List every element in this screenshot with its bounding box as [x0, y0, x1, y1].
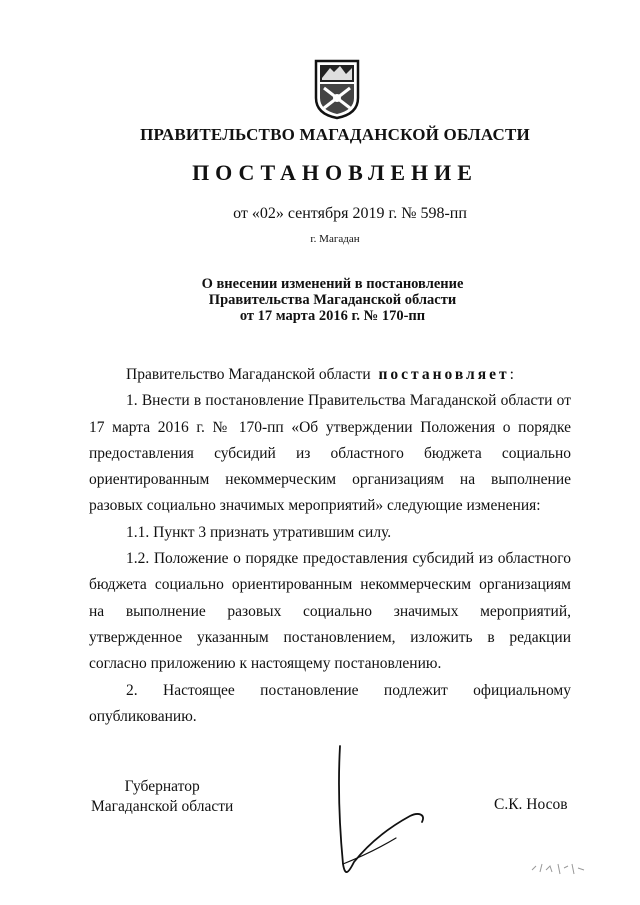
paragraph-1-2: 1.2. Положение о порядке предоставления субсидий из областного бюджета социально ориентированным некоммерческим организациям на выполнение разовых социально значимых мероприятий, утвержденное указанным постановлением, изложить в редакции согласно приложению к настоящему постановлению.: [89, 550, 571, 673]
signatory-title-line-1: Губернатор: [124, 778, 200, 795]
signatory-title: [91, 777, 233, 817]
coat-of-arms-emblem: [312, 58, 362, 120]
document-city: г. Магадан: [310, 233, 360, 245]
subject-line-3: от 17 марта 2016 г. № 170-пп: [239, 308, 426, 324]
paragraph-1: 1. Внести в постановление Правительства Магаданской области от 17 марта 2016 г. № 170-пп «Об утверждении Положения о порядке предоставления субсидий из областного бюджета социально ориентированным некоммерческим организациям на выполнение разовых социально значимых мероприятий» следующие изменения:: [89, 392, 571, 515]
document-type: ПОСТАНОВЛЕНИЕ: [192, 160, 478, 185]
intro-prefix: Правительство Магаданской области: [126, 366, 371, 383]
document-date-number: от «02» сентября 2019 г. № 598-пп: [233, 205, 467, 222]
document-body: [89, 362, 571, 730]
signatory-title-line-2: Магаданской области: [91, 798, 234, 815]
subject-line-2: Правительства Магаданской области: [208, 292, 457, 308]
paragraph-2: 2. Настоящее постановление подлежит официальному опубликованию.: [89, 681, 571, 725]
organization-title: ПРАВИТЕЛЬСТВО МАГАДАНСКОЙ ОБЛАСТИ: [140, 125, 530, 144]
intro-paragraph: [89, 362, 571, 388]
intro-verb: постановляет: [378, 366, 510, 383]
signatory-name: С.К. Носов: [494, 796, 568, 813]
paragraph-1-1: 1.1. Пункт 3 признать утратившим силу.: [126, 523, 392, 541]
stamp-mark: [528, 858, 590, 880]
handwritten-signature: [318, 742, 436, 880]
document-subject: [0, 276, 640, 324]
subject-line-1: О внесении изменений в постановление: [201, 276, 464, 292]
intro-suffix: :: [509, 366, 514, 383]
